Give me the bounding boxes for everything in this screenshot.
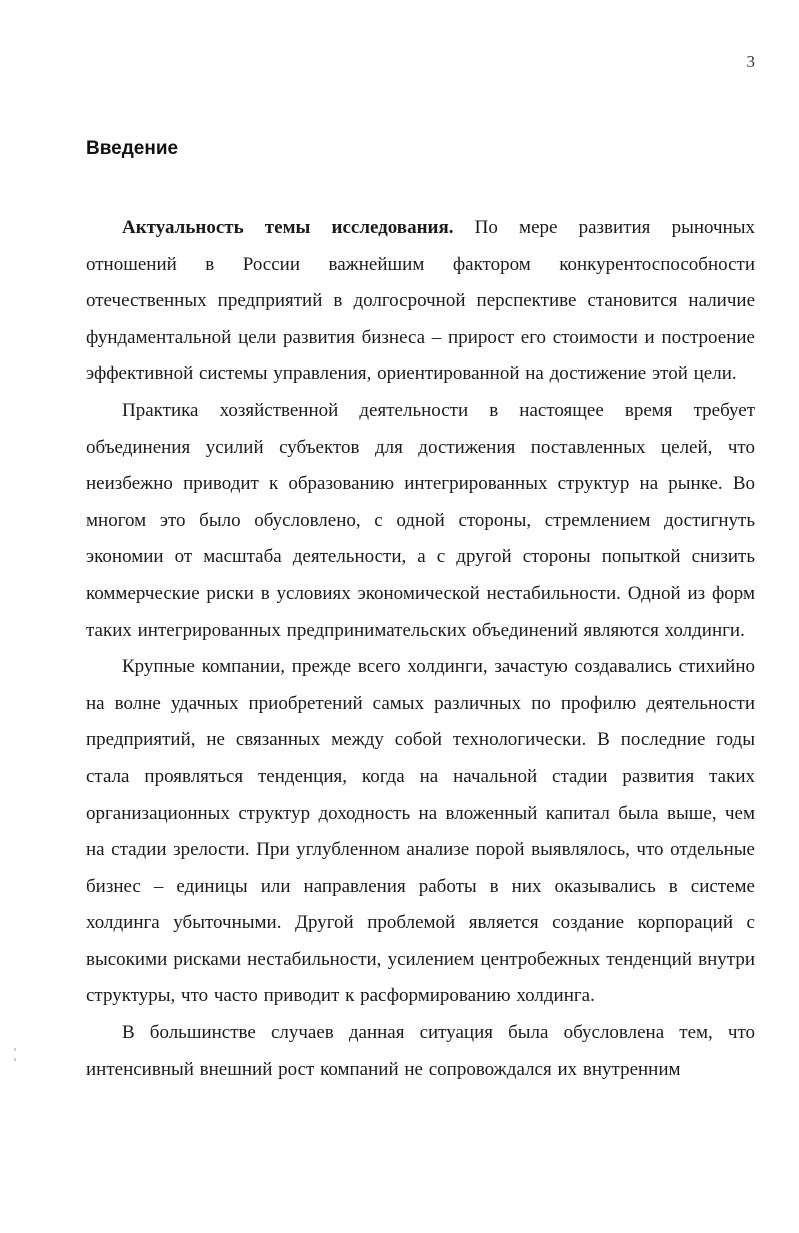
scan-artifact-icon	[14, 1048, 16, 1062]
paragraph-text: По мере развития рыночных отношений в России важнейшим фактором конкурентоспособности отечественных предприятий в долгосрочной перспективе становится наличие фундаментальной цели развития бизнеса – прирост его стоимости и построение эффективной системы управления, ориентированной на достижение этой цели.	[86, 217, 755, 385]
margin-mark	[14, 1048, 16, 1062]
paragraph-lead: Актуальность темы исследования.	[122, 217, 454, 238]
paragraph-majority-cases: В большинстве случаев данная ситуация была обусловлена тем, что интенсивный внешний рост компаний не сопровождался их внутренним	[86, 1022, 755, 1080]
page-number: 3	[746, 52, 755, 71]
section-heading: Введение	[86, 138, 179, 159]
paragraph-relevance	[86, 210, 755, 393]
body-text	[86, 210, 755, 1088]
paragraph-large-companies: Крупные компании, прежде всего холдинги, зачастую создавались стихийно на волне удачных приобретений самых различных по профилю деятельности предприятий, не связанных между собой технологически. В последние годы стала проявляться тенденция, когда на начальной стадии развития таких организационных структур доходность на вложенный капитал была выше, чем на стадии зрелости. При углубленном анализе порой выявлялось, что отдельные бизнес – единицы или направления работы в них оказывались в системе холдинга убыточными. Другой проблемой является создание корпораций с высокими рисками нестабильности, усилением центробежных тенденций внутри структуры, что часто приводит к расформированию холдинга.	[86, 656, 755, 1007]
paragraph-practice: Практика хозяйственной деятельности в настоящее время требует объединения усилий субъектов для достижения поставленных целей, что неизбежно приводит к образованию интегрированных структур на рынке. Во многом это было обусловлено, с одной стороны, стремлением достигнуть экономии от масштаба деятельности, а с другой стороны попыткой снизить коммерческие риски в условиях экономической нестабильности. Одной из форм таких интегрированных предпринимательских объединений являются холдинги.	[86, 399, 755, 641]
